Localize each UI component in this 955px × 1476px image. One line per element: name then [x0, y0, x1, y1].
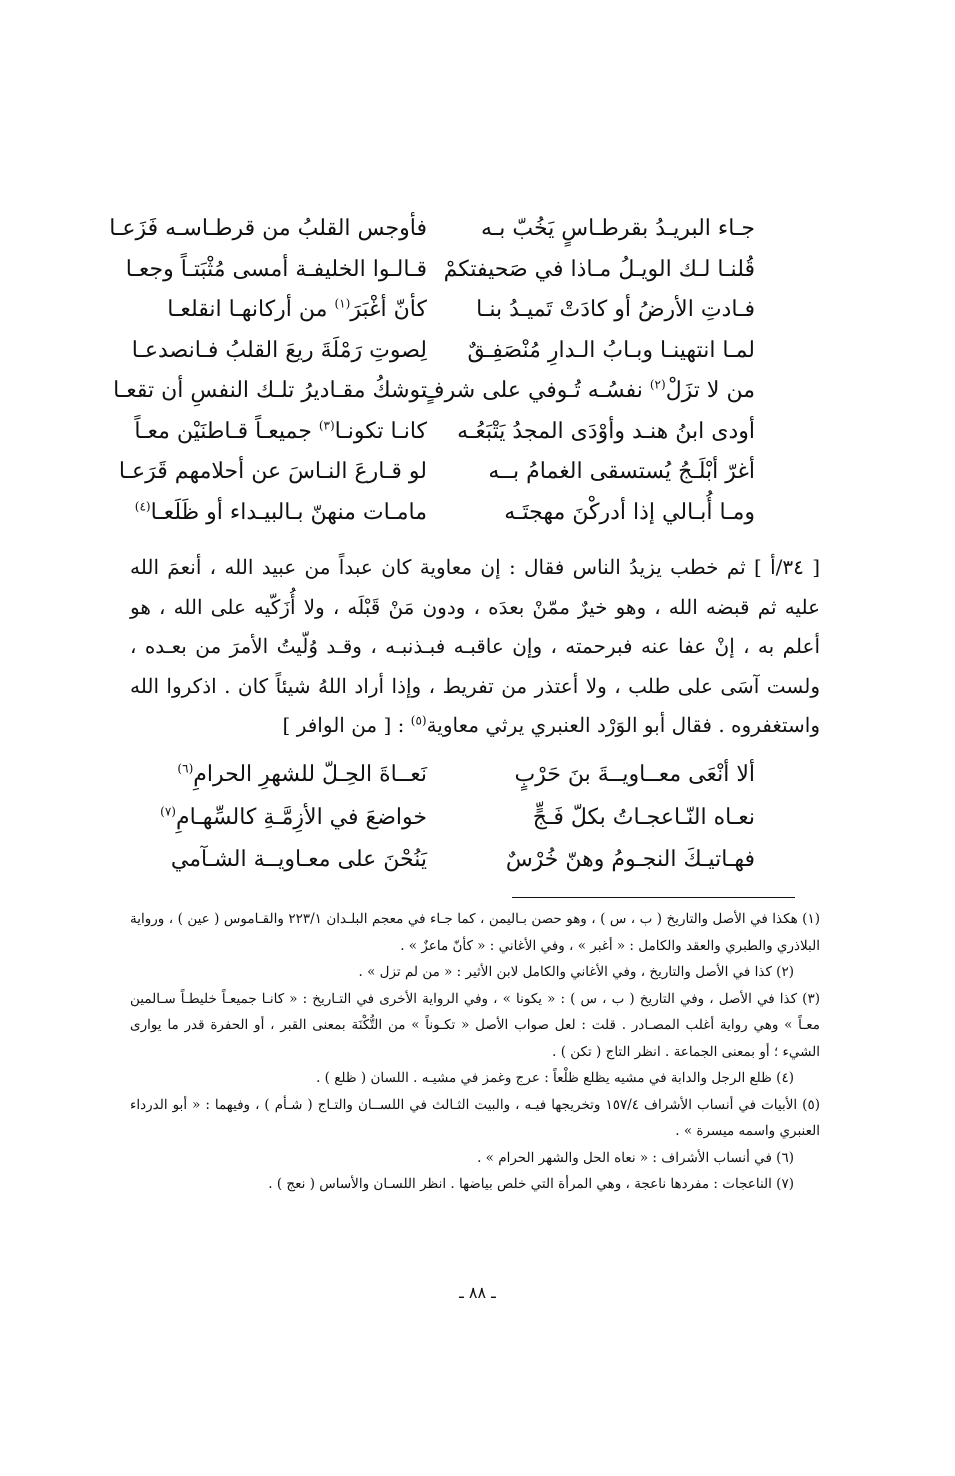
- footnote-7: (٧) الناعجات : مفردها ناعجة ، وهي المرأة التي خلص بياضها . انظر اللسـان والأساس ( نعج ) .: [268, 1176, 794, 1192]
- verse-8-right: ومـا أُبـالي إذا أدركْنَ مهجتَـه: [504, 500, 755, 525]
- verse2-2-left: [160, 803, 427, 833]
- prose-meter: : [ من الوافر ]: [282, 713, 411, 737]
- verse2-1-left: [177, 760, 427, 790]
- verse-5-right-text: من لا تزَلْ: [665, 378, 755, 403]
- footnote-divider: [512, 897, 795, 898]
- verse-7-right: أغرّ أبْلَـجُ يُستسقى الغمامُ بــه: [488, 459, 755, 484]
- footnote-ref-3: (٣): [318, 418, 335, 433]
- verse-3-right: فـادتِ الأرضُ أو كادَتْ تَميـدُ بنـا: [476, 297, 755, 322]
- verse-6-left: [134, 417, 427, 447]
- footnote-5: (٥) الأبيات في أنساب الأشراف ١٥٧/٤ وتخريجها فيـه ، والبيت الثـالث في اللســان والتـاج ( شـأم ) ، وفيهما : « أبو الدرداء العنبري واسمه ميسرة » .: [130, 1096, 820, 1139]
- prose-paragraph: [130, 548, 820, 746]
- verse-1-left: فأوجس القلبُ من قرطـاسـه فَزَعـا: [109, 216, 427, 241]
- verse2-3-left: يَنُحْنَ على معـاويــة الشـآمي: [170, 847, 427, 872]
- footnote-4: (٤) ظلع الرجل والدابة في مشيه يظلع ظلْعاً : عرج وغمز في مشيـه . اللسان ( ظلع ) .: [316, 1070, 794, 1086]
- footnote-ref-6: (٦): [177, 761, 194, 776]
- verse-5-right-rest: نفسُـه تُـوفي على شرفٍ: [421, 378, 650, 403]
- footnote-ref-5: (٥): [410, 713, 427, 728]
- verse2-1-right: ألا أنْعَى معــاويــةَ بنَ حَرْبٍ: [514, 762, 755, 787]
- footnote-ref-7: (٧): [160, 804, 176, 819]
- verse2-3-right: فهـاتيـكَ النجـومُ وهنّ خُرْسٌ: [505, 847, 755, 872]
- footnote-ref-2: (٢): [649, 377, 666, 392]
- footnote-2: (٢) كذا في الأصل والتاريخ ، وفي الأغاني والكامل لابن الأثير : « من لم تزل » .: [358, 964, 794, 980]
- verse-6-left-text: كانـا تكونـا: [334, 419, 427, 444]
- verse-5-right: [422, 376, 755, 406]
- verse-2-left: قـالـوا الخليفـة أمسى مُثْبَتـاً وجعـا: [125, 257, 427, 282]
- verse-8-left-text: مامـات منهنّ بـالبيـداء أو ظَلَعـا: [150, 500, 427, 525]
- verse-6-right: أودى ابنُ هنـد وأوْدَى المجدُ يَتْبَعُـه: [457, 419, 755, 444]
- prose-text: [ ٣٤/أ ] ثم خطب يزيدُ الناس فقال : إن معاوية كان عبداً من عبيد الله ، أنعمَ الله عليه ثم قبضه الله ، وهو خيرٌ ممّنْ بعدَه ، ودون مَنْ قَبْلَه ، ولا أُزَكّيه على الله ، هو أعلم به ، إنْ عفا عنه فبرحمته ، وإن عاقبـه فبـذنبـه ، وقـد وُلّيتُ الأمرَ من بعـده ، ولست آسَى على طلب ، ولا أعتذر من تفريط ، وإذا أراد اللهُ شيئاً كان . اذكروا الله واستغفروه . فقال أبو الوَرْد العنبري يرثي معاوية: [130, 555, 821, 737]
- footnote-3: (٣) كذا في الأصل ، وفي التاريخ ( ب ، س ) : « يكونا » ، وفي الرواية الأخرى في التـاريخ : « كانـا جميعـاً خليطـاً سـالمين معـاً » وهي رواية أغلب المصـادر . قلت : لعل صواب الأصل « تكـوناً » من التُّكْنَة بمعنى القبر ، أو الحفرة قدر ما يوارى الشيء ؛ أو بمعنى الجماعة . انظر التاج ( تكن ) .: [130, 990, 820, 1060]
- verse-3-left: [167, 295, 427, 325]
- verse2-2-left-text: خواضعَ في الأزِمَّـةِ كالسِّهـامِ: [175, 805, 427, 830]
- verse-3-left-rest: من أركانهـا انقلعـا: [167, 297, 335, 322]
- footnote-ref-4: (٤): [134, 499, 151, 514]
- verse-4-right: لمـا انتهينـا وبـابُ الـدارِ مُنْصَفِـقٌ: [467, 338, 755, 363]
- footnote-1: (١) هكذا في الأصل والتاريخ ( ب ، س ) ، وهو حصن بـاليمن ، كما جـاء في معجم البلـدان ٢٢٣/١ والقـاموس ( عين ) ، ورواية البلاذري والطبري والعقد والكامل : « أغبر » ، وفي الأغاني : « كأنّ ماعزٌ » .: [130, 911, 820, 954]
- verse-1-right: جـاء البريـدُ بقرطـاسٍ يَخُبّ بـه: [481, 216, 755, 241]
- page-number: ـ ٨٨ ـ: [459, 1283, 496, 1302]
- verse-2-right: قُلنـا لـك الويـلُ مـاذا في صَحيفتكمْ: [443, 257, 755, 282]
- verse-4-left: لِصوتِ رَمْلَةَ ريعَ القلبُ فـانصدعـا: [131, 338, 427, 363]
- verse-6-left-rest: جميعـاً قـاطنَيْن معـاً: [134, 419, 319, 444]
- footnote-6: (٦) في أنساب الأشراف : « نعاه الحل والشهر الحرام » .: [477, 1149, 794, 1166]
- verse-8-left: [135, 498, 427, 528]
- verse2-1-left-text: نَعــاةَ الحِـلّ للشهرِ الحرامِ: [193, 762, 427, 787]
- footnote-ref-1: (١): [334, 296, 351, 311]
- verse-3-left-text: كأنّ أغْبَرَ: [350, 297, 427, 322]
- verse2-2-right: نعـاه النّـاعجـاتُ بكلّ فَـجٍّ: [532, 805, 755, 830]
- footnotes: [130, 906, 820, 1198]
- verse-7-left: لو قـارعَ النـاسَ عن أحلامهم قَرَعـا: [118, 459, 427, 484]
- verse-5-left: توشكُ مقـاديرُ تلـك النفسِ أن تقعـا: [113, 378, 427, 403]
